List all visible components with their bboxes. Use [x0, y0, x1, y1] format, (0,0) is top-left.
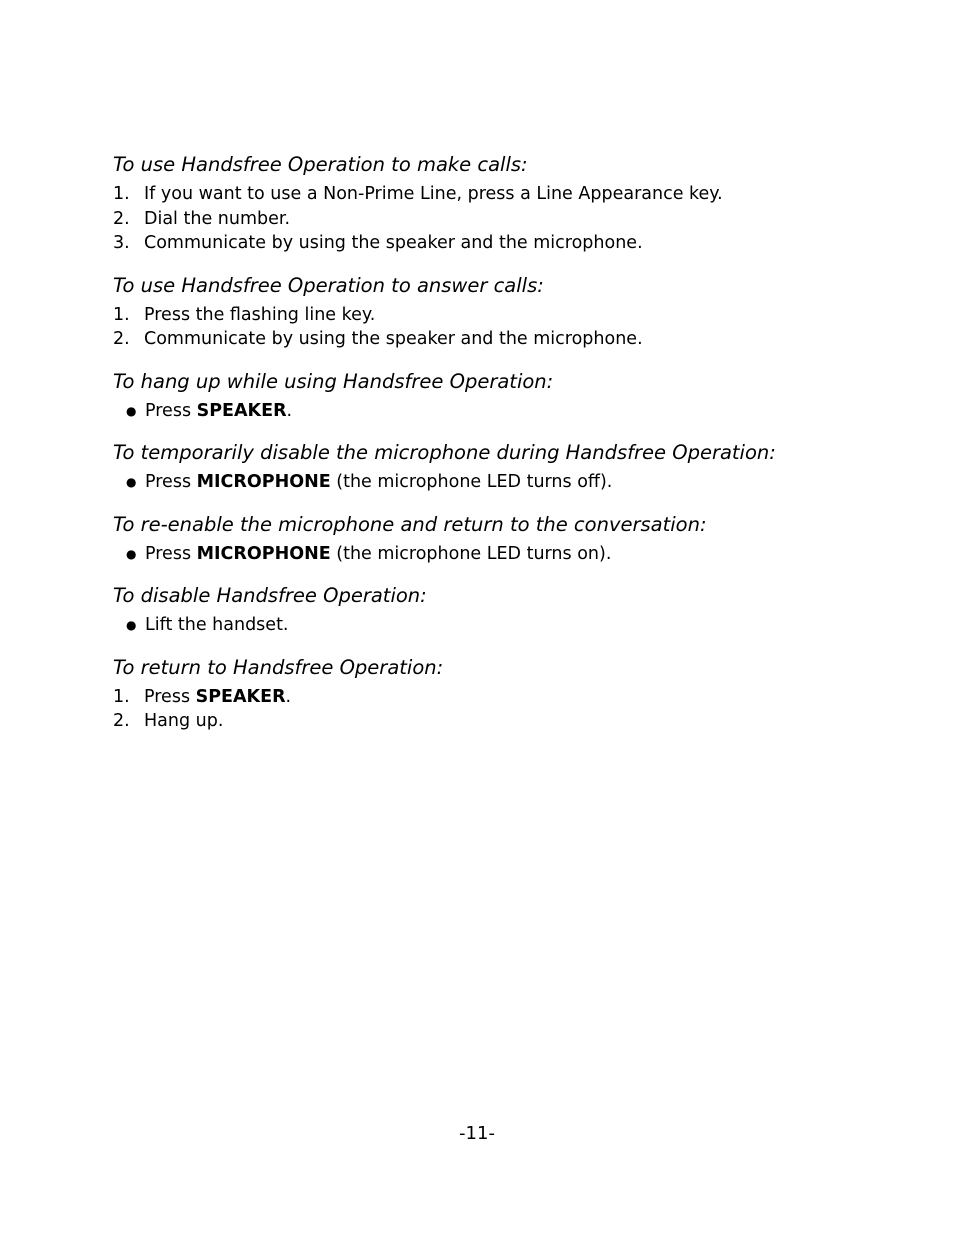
- list-item: [113, 207, 913, 232]
- item-text-suffix: (the microphone LED turns off).: [330, 472, 613, 492]
- bullet-list: [113, 399, 913, 424]
- list-item: [113, 685, 913, 710]
- section-heading: To return to Handsfree Operation:: [113, 655, 444, 679]
- item-text: If you want to use a Non-Prime Line, press a Line Appearance key.: [144, 184, 723, 204]
- list-item: [113, 542, 913, 567]
- list-number: 2.: [113, 329, 130, 349]
- section-heading: To temporarily disable the microphone during Handsfree Operation:: [113, 441, 776, 464]
- bullet-marker: ●: [126, 618, 137, 632]
- item-text: Hang up.: [144, 711, 224, 731]
- list-item: [113, 613, 913, 638]
- list-item: [113, 182, 913, 207]
- list-number: 3.: [113, 233, 130, 253]
- list-item: [113, 231, 913, 256]
- item-text-suffix: (the microphone LED turns on).: [330, 543, 612, 564]
- list-item-text: [144, 327, 643, 352]
- list-item-text: [144, 685, 291, 710]
- list-number: 1.: [113, 686, 130, 707]
- document-body: [113, 152, 913, 751]
- list-item: [113, 399, 913, 424]
- item-text-suffix: .: [286, 400, 293, 421]
- list-item-text: [144, 231, 643, 256]
- list-number: 1.: [113, 304, 130, 325]
- section-heading: To hang up while using Handsfree Operation:: [113, 369, 554, 393]
- bullet-marker: ●: [126, 475, 137, 489]
- list-number: 1.: [113, 184, 130, 204]
- list-item-text: [145, 399, 292, 424]
- numbered-list: [113, 182, 913, 256]
- list-item-text: [144, 709, 223, 734]
- key-name: MICROPHONE: [196, 543, 331, 564]
- numbered-list: [113, 685, 913, 734]
- key-name: MICROPHONE: [196, 472, 331, 492]
- item-text: Press: [145, 472, 197, 492]
- list-item-text: [144, 182, 723, 207]
- item-text: Lift the handset.: [145, 615, 289, 635]
- key-name: SPEAKER: [196, 400, 287, 421]
- list-number: 2.: [113, 208, 130, 229]
- item-text-suffix: .: [285, 686, 292, 707]
- bullet-marker: ●: [126, 546, 137, 561]
- section-heading: To disable Handsfree Operation:: [113, 584, 427, 607]
- bullet-list: [113, 470, 913, 495]
- bullet-list: [113, 542, 913, 567]
- section-heading: To use Handsfree Operation to make calls:: [113, 153, 528, 176]
- item-text: Dial the number.: [144, 208, 291, 229]
- list-item: [113, 709, 913, 734]
- bullet-list: [113, 613, 913, 638]
- section-heading: To re-enable the microphone and return to the conversation:: [113, 512, 707, 536]
- key-name: SPEAKER: [195, 686, 286, 707]
- list-item-text: [144, 303, 375, 328]
- list-item: [113, 327, 913, 352]
- section-heading: To use Handsfree Operation to answer calls:: [113, 273, 544, 297]
- numbered-list: [113, 303, 913, 352]
- list-item-text: [145, 613, 289, 638]
- list-item: [113, 470, 913, 495]
- list-item: [113, 303, 913, 328]
- list-item-text: [144, 207, 290, 232]
- item-text: Communicate by using the speaker and the microphone.: [144, 329, 643, 349]
- list-item-text: [145, 470, 612, 495]
- bullet-marker: ●: [126, 403, 137, 418]
- list-item-text: [145, 542, 611, 567]
- item-text: Press: [145, 543, 197, 564]
- item-text: Press the flashing line key.: [144, 304, 376, 325]
- item-text: Communicate by using the speaker and the microphone.: [144, 233, 643, 253]
- item-text: Press: [145, 400, 197, 421]
- item-text: Press: [144, 686, 196, 707]
- page-number: -11-: [459, 1123, 495, 1144]
- list-number: 2.: [113, 711, 130, 731]
